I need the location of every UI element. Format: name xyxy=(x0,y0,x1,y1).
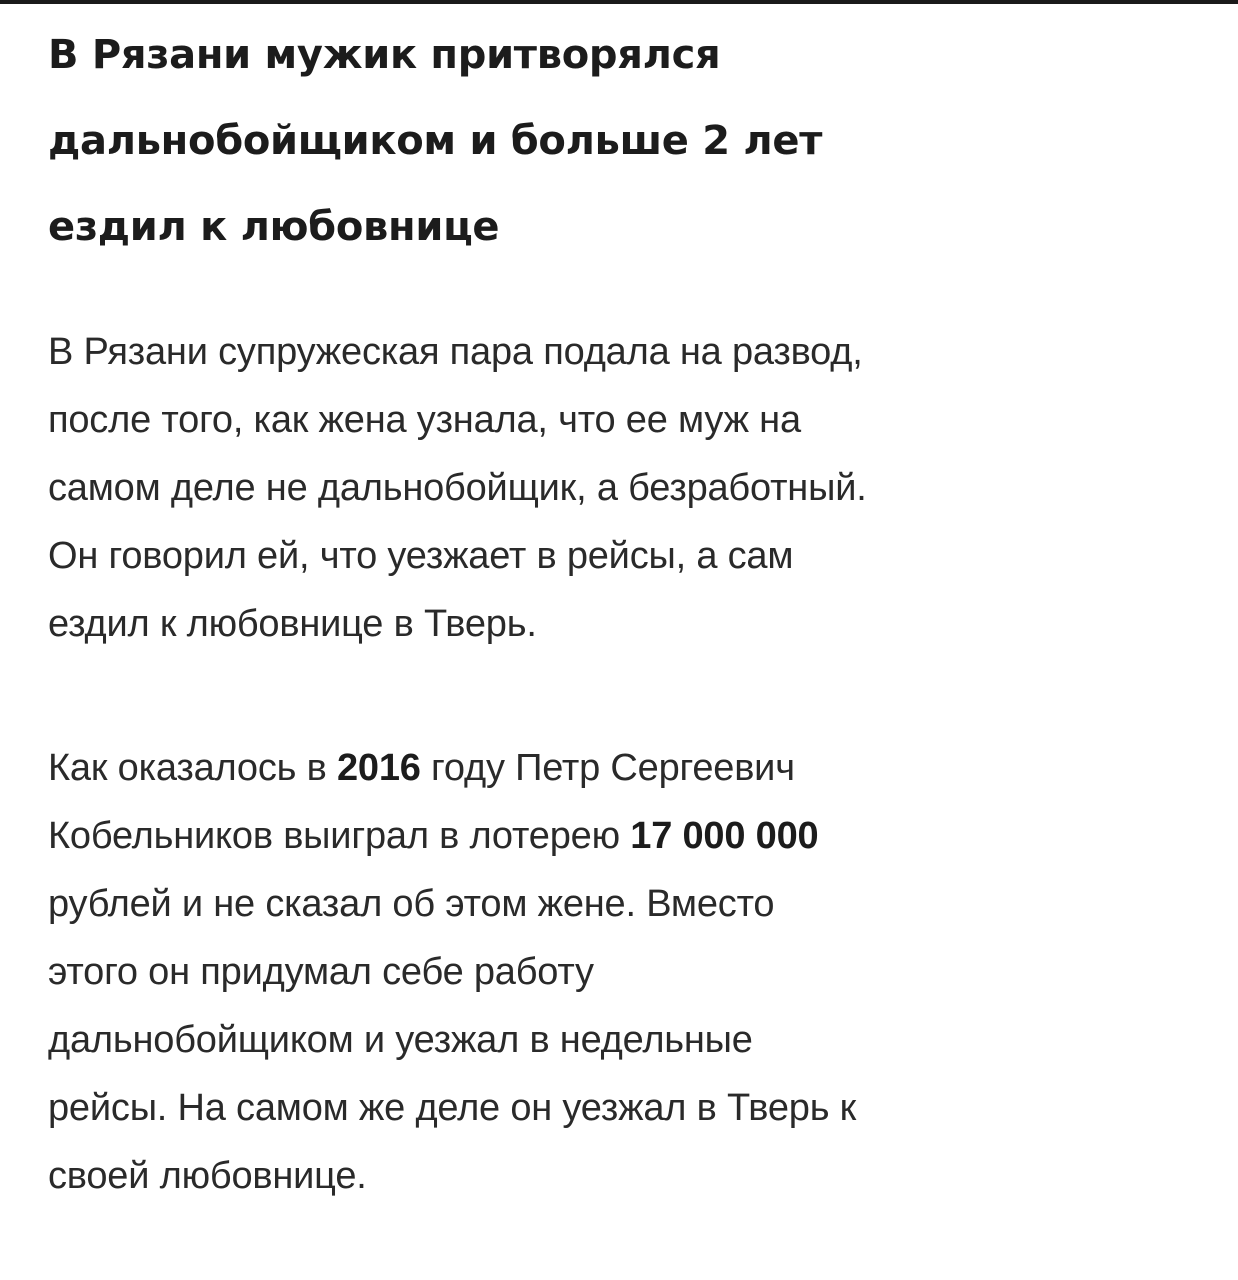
headline-line: дальнобойщиком и больше 2 лет xyxy=(48,118,823,164)
text-segment: году Петр Сергеевич xyxy=(420,747,795,789)
paragraph-line: дальнобойщиком и уезжал в недельные xyxy=(48,1019,753,1061)
highlighted-year: 2016 xyxy=(336,747,421,789)
paragraph-line: В Рязани супружеская пара подала на развод, xyxy=(48,331,863,373)
paragraph-line: рейсы. На самом же деле он уезжал в Тверь к xyxy=(48,1087,857,1129)
paragraph-line xyxy=(48,802,1198,870)
paragraph-line: после того, как жена узнала, что ее муж на xyxy=(48,399,801,441)
paragraph-line: своей любовнице. xyxy=(48,1155,367,1197)
paragraph-line: ездил к любовнице в Тверь. xyxy=(48,603,537,645)
paragraph-line: рублей и не сказал об этом жене. Вместо xyxy=(48,883,775,925)
paragraph-line: этого он придумал себе работу xyxy=(48,951,594,993)
headline-line: ездил к любовнице xyxy=(48,204,500,250)
headline-line: В Рязани мужик притворялся xyxy=(48,32,721,78)
article xyxy=(48,0,1198,1197)
highlighted-amount: 17 000 000 xyxy=(630,815,819,857)
paragraph-line: самом деле не дальнобойщик, а безработный. xyxy=(48,467,867,509)
article-paragraph-2 xyxy=(48,734,1198,1210)
article-paragraph-1 xyxy=(48,318,1198,658)
paragraph-line: Он говорил ей, что уезжает в рейсы, а сам xyxy=(48,535,794,577)
article-headline xyxy=(48,0,1198,270)
text-segment: Кобельников выиграл в лотерею xyxy=(48,815,631,857)
paragraph-line xyxy=(48,734,1198,802)
text-segment: Как оказалось в xyxy=(48,747,337,789)
